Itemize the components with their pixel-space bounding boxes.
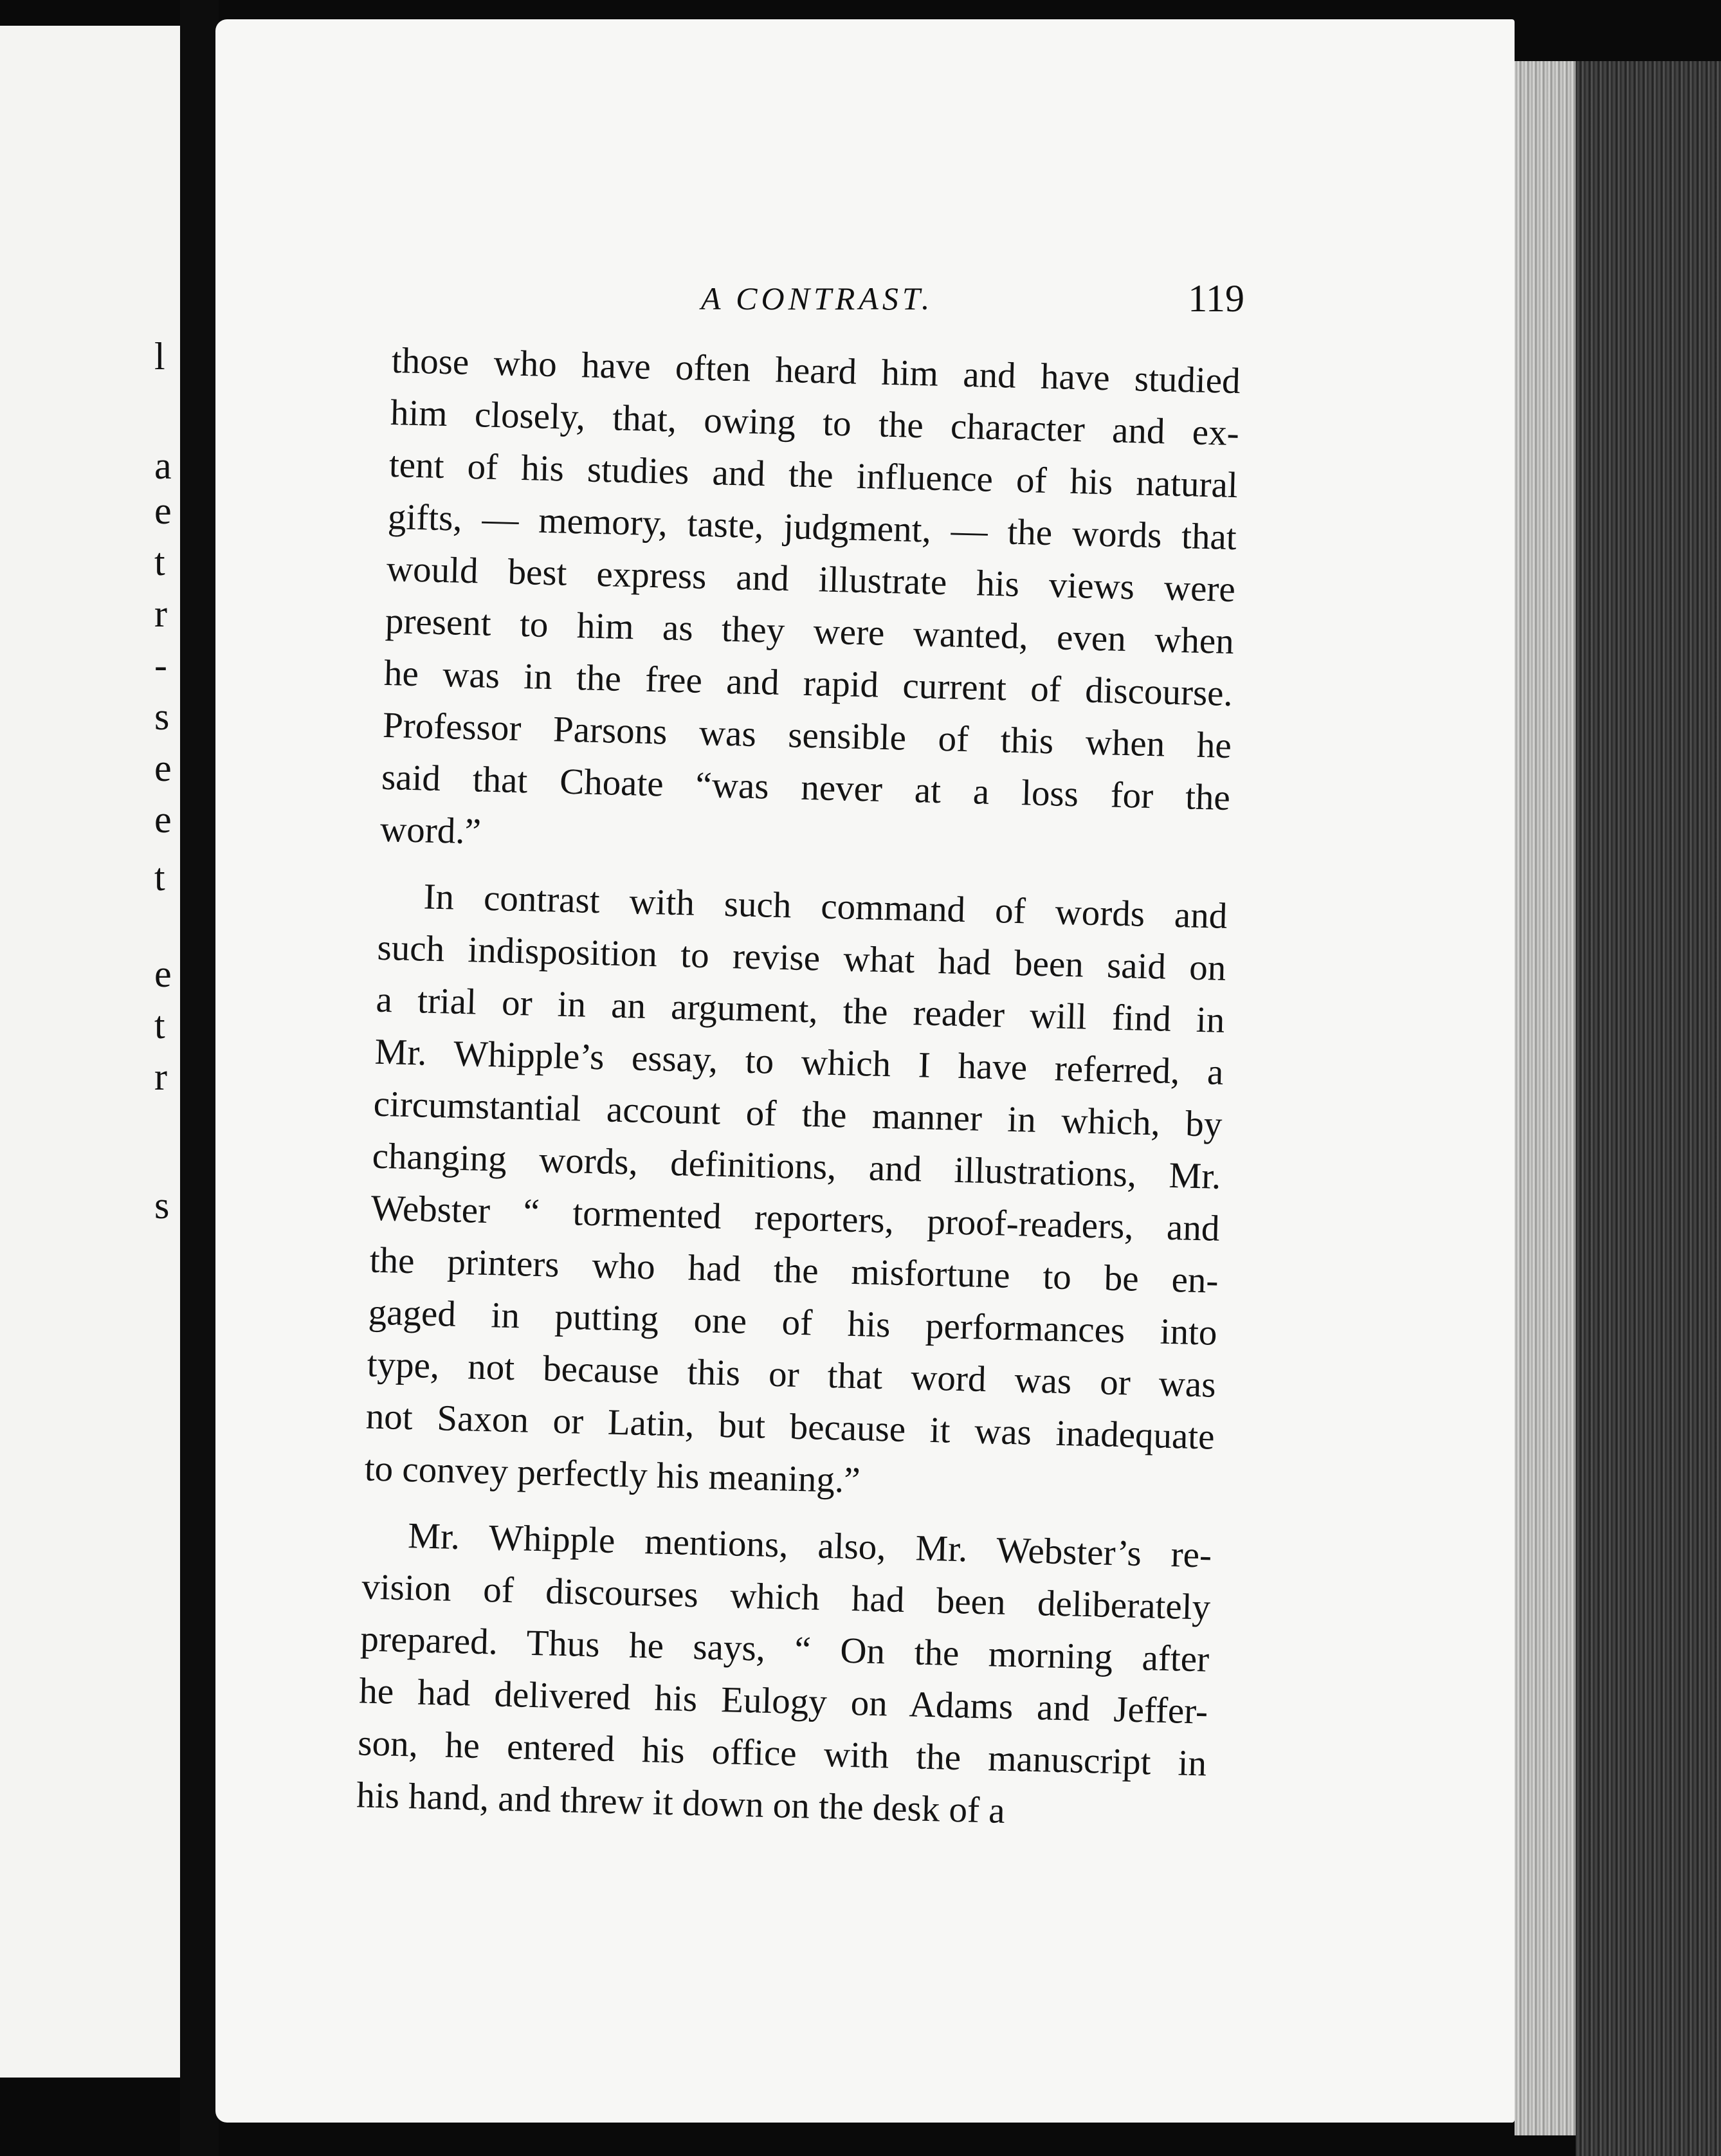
margin-letter: s bbox=[154, 695, 170, 738]
text-line: said that Choate “was never at a loss for the bbox=[381, 756, 1231, 819]
running-title: A CONTRAST. bbox=[701, 280, 934, 316]
text-line: not Saxon or Latin, but because it was inadequate bbox=[365, 1396, 1216, 1457]
text-line: his hand, and threw it down on the desk of a bbox=[356, 1775, 1006, 1831]
text-line: gaged in putting one of his performances into bbox=[368, 1292, 1218, 1353]
book-gutter bbox=[180, 0, 219, 2156]
text-line: In contrast with such command of words and bbox=[423, 876, 1228, 936]
body-text bbox=[356, 334, 1241, 1842]
margin-letter: t bbox=[154, 1004, 165, 1046]
margin-letter: t bbox=[154, 541, 165, 583]
page-number: 119 bbox=[1188, 277, 1244, 320]
margin-letter: s bbox=[154, 1184, 170, 1227]
text-line: son, he entered his office with the manuscript in bbox=[357, 1722, 1207, 1784]
text-line: Webster “ tormented reporters, proof-readers, and bbox=[370, 1187, 1221, 1249]
text-line: Professor Parsons was sensible of this when he bbox=[382, 704, 1232, 767]
margin-letter: - bbox=[154, 644, 167, 686]
paragraph bbox=[356, 1508, 1212, 1841]
text-line: such indisposition to revise what had been said on bbox=[376, 927, 1227, 989]
text-line: gifts, — memory, taste, judgment, — the words that bbox=[387, 496, 1237, 558]
margin-letter: a bbox=[154, 444, 172, 487]
text-line: word.” bbox=[379, 808, 482, 852]
text-line: type, not because this or that word was or was bbox=[367, 1344, 1217, 1405]
text-line: he had delivered his Eulogy on Adams and Jeffer- bbox=[358, 1670, 1208, 1732]
text-line: a trial or in an argument, the reader will find in bbox=[375, 979, 1226, 1041]
text-line: present to him as they were wanted, even when bbox=[385, 600, 1235, 662]
paragraph bbox=[379, 334, 1241, 876]
text-line: Mr. Whipple mentions, also, Mr. Webster’s re- bbox=[407, 1515, 1212, 1576]
paragraph bbox=[364, 870, 1228, 1515]
margin-letter: l bbox=[154, 335, 165, 378]
book-fore-edge bbox=[1576, 61, 1721, 2156]
margin-letter: e bbox=[154, 489, 172, 532]
text-line: would best express and illustrate his views were bbox=[386, 548, 1236, 610]
text-line: prepared. Thus he says, “ On the morning after bbox=[360, 1618, 1210, 1680]
margin-letter: e bbox=[154, 747, 172, 789]
text-line: to convey perfectly his meaning.” bbox=[364, 1448, 861, 1501]
text-line: the printers who had the misfortune to be en- bbox=[369, 1239, 1219, 1301]
text-line: tent of his studies and the influence of his natural bbox=[388, 444, 1239, 506]
text-line: Mr. Whipple’s essay, to which I have referred, a bbox=[374, 1031, 1225, 1093]
text-line: he was in the free and rapid current of discourse. bbox=[383, 652, 1234, 715]
text-line: vision of discourses which had been deliberately bbox=[361, 1566, 1211, 1628]
text-line: changing words, definitions, and illustrations, Mr. bbox=[372, 1135, 1222, 1197]
margin-letter: e bbox=[154, 798, 172, 841]
margin-letter: e bbox=[154, 953, 172, 995]
text-line: those who have often heard him and have studied bbox=[391, 340, 1241, 402]
margin-letter: r bbox=[154, 1055, 167, 1098]
margin-letter: r bbox=[154, 592, 167, 635]
text-line: him closely, that, owing to the character and ex- bbox=[390, 392, 1240, 454]
margin-letter: t bbox=[154, 856, 165, 899]
text-line: circumstantial account of the manner in which, by bbox=[372, 1083, 1223, 1145]
facing-page-fragment bbox=[0, 26, 180, 2078]
